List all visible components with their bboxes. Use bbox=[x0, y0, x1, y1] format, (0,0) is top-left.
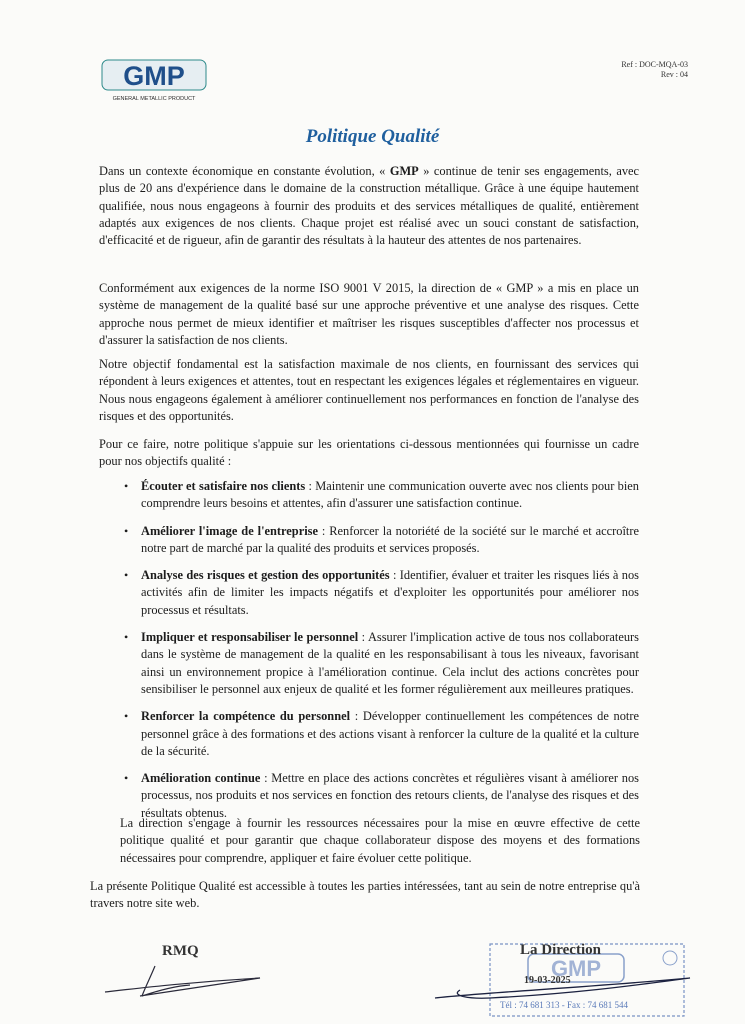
stamp-date: 19-03-2025 bbox=[524, 975, 571, 986]
bullet-text: : Assurer l'implication active de tous nos collaborateurs dans le système de management de la qualité en les responsabilisant à tous les niveaux, favorisant ainsi un environnement propice à l'amélioration continue. Cela inclut des actions concrètes pour sensibiliser le personnel aux enjeux de qualité et les former régulièrement aux meilleures pratiques. bbox=[141, 630, 640, 696]
bullet-icon: • bbox=[124, 709, 129, 724]
bullet-icon: • bbox=[124, 523, 129, 538]
stamp-contact: Tél : 74 681 313 - Fax : 74 681 544 bbox=[500, 1000, 628, 1010]
orientation-intro: Pour ce faire, notre politique s'appuie sur les orientations ci-dessous mentionnées qui fournisse un cadre pour nos objectifs qualité : bbox=[99, 437, 639, 469]
logo-text: GMP bbox=[123, 61, 185, 91]
orientation-list bbox=[124, 478, 640, 832]
intro-paragraph bbox=[99, 163, 639, 249]
document-reference bbox=[600, 60, 688, 80]
bullet-icon: • bbox=[124, 479, 129, 493]
bullet-text: : Développer continuellement les compétences de notre personnel grâce à des formations et des actions visant à renforcer la culture de la qualité et la culture de la sécurité. bbox=[141, 709, 640, 758]
list-item bbox=[124, 708, 640, 760]
rmq-signature bbox=[100, 960, 270, 1000]
bullet-icon: • bbox=[124, 771, 129, 786]
rev-number: Rev : 04 bbox=[660, 70, 688, 79]
bullet-text: : Mettre en place des actions concrètes et régulières visant à améliorer nos processus, nos produits et nos services en fonction des retours clients, de l'analyse des risques et des résultats obtenus. bbox=[141, 771, 639, 820]
bullet-title: Amélioration continue bbox=[141, 771, 261, 786]
bullet-icon: • bbox=[124, 568, 129, 583]
bullet-title: Écouter et satisfaire nos clients bbox=[141, 479, 306, 493]
bullet-title: Améliorer l'image de l'entreprise bbox=[141, 523, 318, 538]
bullet-text: : Renforcer la notoriété de la société sur le marché et accroître notre part de marché par la qualité des produits et services proposés. bbox=[141, 523, 639, 555]
list-item bbox=[124, 567, 639, 619]
logo-subtitle: GENERAL METALLIC PRODUCT bbox=[112, 96, 196, 102]
objective-paragraph: Notre objectif fondamental est la satisfaction maximale de nos clients, en fournissant des services qui répondent à leurs exigences et attentes, tout en respectant les exigences légales et réglementaires en vigueur. Nous nous engageons également à améliorer continuellement nos performances en fonction de l'analyse des risques et des opportunités. bbox=[99, 357, 639, 423]
direction-label: La Direction bbox=[520, 942, 601, 958]
bullet-title: Renforcer la compétence du personnel bbox=[141, 709, 351, 724]
stamp-logo-text: GMP bbox=[550, 956, 602, 981]
bullet-icon: • bbox=[124, 630, 129, 645]
rmq-label: RMQ bbox=[162, 943, 199, 959]
list-item bbox=[124, 629, 640, 698]
gmp-logo bbox=[100, 56, 210, 104]
commitment-paragraph: La direction s'engage à fournir les ressources nécessaires pour la mise en œuvre effective de cette politique qualité et pour garantir que chaque collaborateur dispose des moyens et des formations nécessaires pour comprendre, appliquer et faire évoluer cette politique. bbox=[120, 816, 640, 865]
intro-text-c: » continue de tenir ses engagements, avec plus de 20 ans d'expérience dans le domaine de la construction métallique. Grâce à une équipe hautement qualifiée, nous nous engageons à fournir des produits et des services métalliques de qualité, entièrement adaptés aux exigences de nos clients. Chaque projet est réalisé avec un souci constant de satisfaction, d'efficacité et de rigueur, afin de garantir des résultats à la hauteur des attentes de nos partenaires. bbox=[99, 164, 640, 248]
bullet-text: : Maintenir une communication ouverte avec nos clients pour bien comprendre leurs besoins et attentes, afin d'assurer une satisfaction continue. bbox=[141, 479, 639, 511]
list-item bbox=[124, 478, 639, 513]
ref-code: Ref : DOC-MQA-03 bbox=[621, 60, 688, 69]
bullet-title: Impliquer et responsabiliser le personnel bbox=[141, 630, 359, 645]
intro-company-name: GMP bbox=[389, 164, 419, 178]
intro-text-a: Dans un contexte économique en constante évolution, « bbox=[99, 164, 390, 178]
direction-signature bbox=[430, 968, 700, 1008]
bullet-title: Analyse des risques et gestion des opportunités bbox=[141, 568, 390, 583]
page-title: Politique Qualité bbox=[305, 126, 440, 147]
list-item bbox=[124, 523, 639, 558]
iso-paragraph: Conformément aux exigences de la norme ISO 9001 V 2015, la direction de « GMP » a mis en place un système de management de la qualité basé sur une approche préventive et une analyse des risques. Cette approche nous permet de mieux identifier et maîtriser les risques susceptibles d'affecter nos processus et d'assurer la satisfaction de nos clients. bbox=[99, 281, 639, 347]
accessibility-paragraph: La présente Politique Qualité est accessible à toutes les parties intéressées, tant au sein de notre entreprise qu'à travers notre site web. bbox=[90, 879, 640, 911]
bullet-text: : Identifier, évaluer et traiter les risques liés à nos activités afin de limiter les impacts négatifs et d'exploiter les opportunités pour améliorer nos processus et résultats. bbox=[141, 568, 639, 617]
